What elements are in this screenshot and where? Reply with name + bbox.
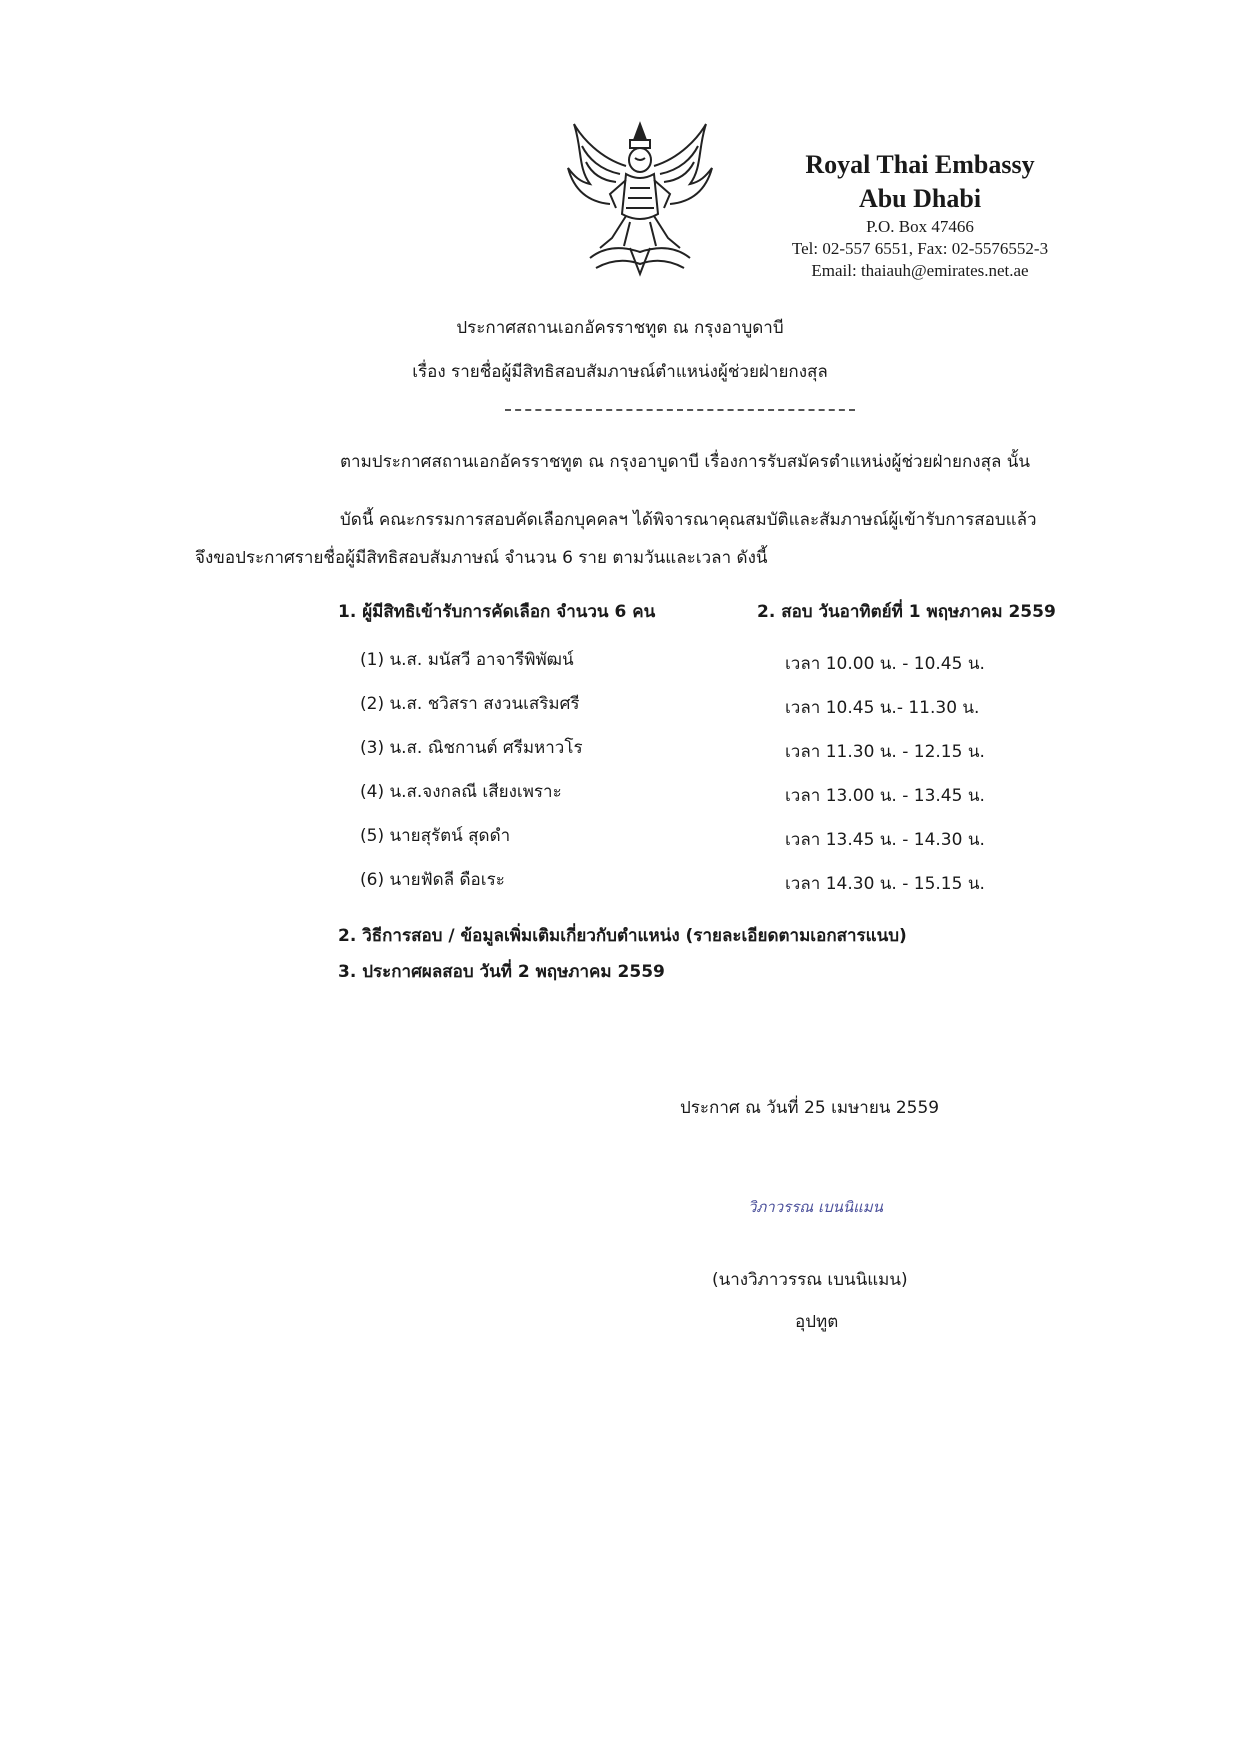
candidate-time: เวลา 13.45 น. - 14.30 น. (785, 830, 985, 850)
divider (505, 409, 855, 411)
signer-title: อุปทูต (795, 1312, 839, 1332)
candidate-time: เวลา 10.00 น. - 10.45 น. (785, 654, 985, 674)
embassy-city: Abu Dhabi (858, 184, 982, 213)
candidate-name: (2) น.ส. ชวิสรา สงวนเสริมศรี (360, 694, 580, 714)
tel-fax: Tel: 02-557 6551, Fax: 02-5576552-3 (791, 239, 1049, 258)
signature: วิภาวรรณ เบนนิแมน (748, 1198, 883, 1216)
list-item-method: 2. วิธีการสอบ / ข้อมูลเพิ่มเติมเกี่ยวกับตำแหน่ง (รายละเอียดตามเอกสารแนบ) (338, 926, 907, 946)
candidate-name: (5) นายสุรัตน์ สุดดำ (360, 826, 511, 846)
list-item-1: 1. ผู้มีสิทธิเข้ารับการคัดเลือก จำนวน 6 คน (338, 602, 656, 622)
po-box: P.O. Box 47466 (866, 217, 974, 236)
announcement-subject: เรื่อง รายชื่อผู้มีสิทธิสอบสัมภาษณ์ตำแหน่งผู้ช่วยฝ่ายกงสุล (412, 362, 828, 382)
list-item-2: 2. สอบ วันอาทิตย์ที่ 1 พฤษภาคม 2559 (757, 602, 1056, 622)
embassy-name: Royal Thai Embassy (805, 150, 1035, 179)
paragraph-2-line-2: จึงขอประกาศรายชื่อผู้มีสิทธิสอบสัมภาษณ์ จำนวน 6 ราย ตามวันและเวลา ดังนี้ (195, 548, 768, 568)
candidate-time: เวลา 10.45 น.- 11.30 น. (785, 698, 980, 718)
candidate-name: (4) น.ส.จงกลณี เสียงเพราะ (360, 782, 562, 802)
candidate-name: (1) น.ส. มนัสวี อาจารีพิพัฒน์ (360, 650, 574, 670)
candidate-time: เวลา 11.30 น. - 12.15 น. (785, 742, 985, 762)
email: Email: thaiauh@emirates.net.ae (811, 261, 1029, 280)
paragraph-1: ตามประกาศสถานเอกอัครราชทูต ณ กรุงอาบูดาบี เรื่องการรับสมัครตำแหน่งผู้ช่วยฝ่ายกงสุล นั้น (340, 452, 1031, 472)
list-item-results: 3. ประกาศผลสอบ วันที่ 2 พฤษภาคม 2559 (338, 962, 665, 982)
candidate-time: เวลา 14.30 น. - 15.15 น. (785, 874, 985, 894)
candidate-name: (6) นายฟัดลี ดือเระ (360, 870, 505, 890)
announcement-title: ประกาศสถานเอกอัครราชทูต ณ กรุงอาบูดาบี (456, 318, 784, 338)
signer-name: (นางวิภาวรรณ เบนนิแมน) (712, 1270, 908, 1290)
garuda-emblem (560, 118, 720, 278)
candidate-name: (3) น.ส. ณิชกานต์ ศรีมหาวโร (360, 738, 583, 758)
paragraph-2-line-1: บัดนี้ คณะกรรมการสอบคัดเลือกบุคคลฯ ได้พิจารณาคุณสมบัติและสัมภาษณ์ผู้เข้ารับการสอบแล้ว (340, 510, 1037, 530)
announcement-date: ประกาศ ณ วันที่ 25 เมษายน 2559 (680, 1098, 940, 1118)
candidate-time: เวลา 13.00 น. - 13.45 น. (785, 786, 985, 806)
